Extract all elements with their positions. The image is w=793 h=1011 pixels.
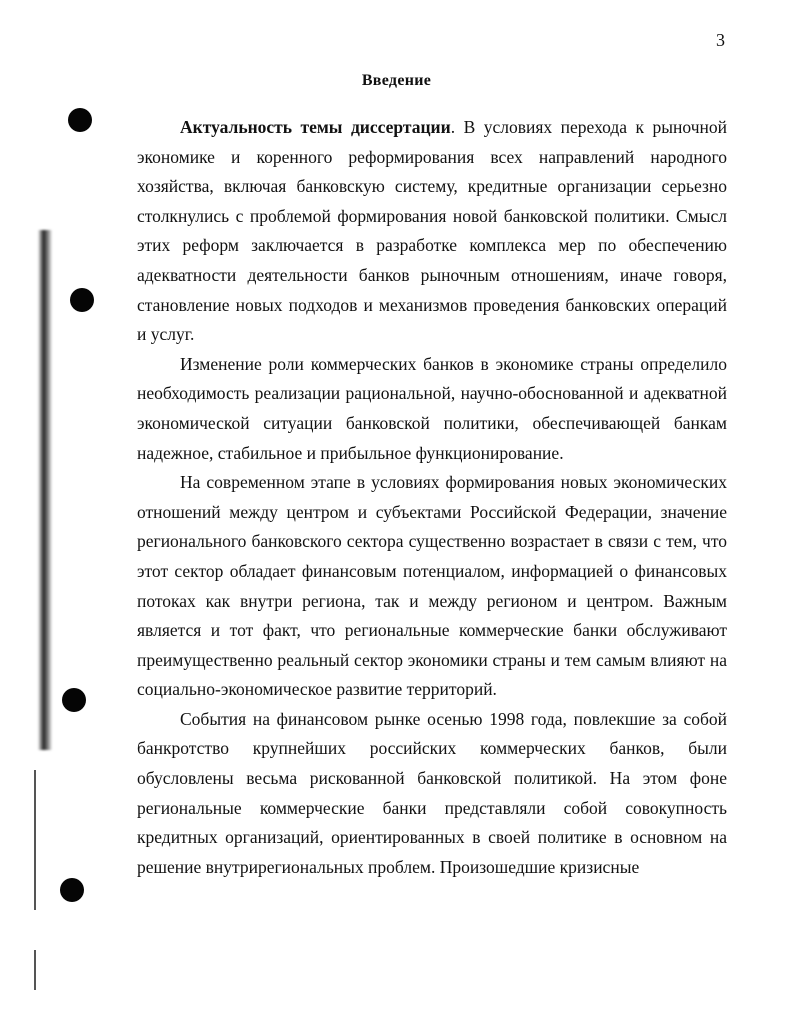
punch-hole bbox=[62, 688, 86, 712]
paragraph-lead: Актуальность темы диссертации bbox=[180, 117, 451, 137]
paragraph-3: На современном этапе в условиях формирования новых экономических отношений между центром и субъектами Российской Федерации, значение регионального банковского сектора существенно возрастает в связи с тем, что этот сектор обладает финансовым потенциалом, информацией о финансовых потоках как внутри региона, так и между регионом и центром. Важным является и тот факт, что региональные коммерческие банки обслуживают преимущественно реальный сектор экономики страны и тем самым влияют на социально-экономическое развитие территорий. bbox=[137, 472, 727, 700]
page-title: Введение bbox=[361, 72, 432, 89]
document-body bbox=[137, 113, 727, 882]
page-number: 3 bbox=[716, 30, 725, 50]
paragraph-1 bbox=[137, 113, 727, 350]
punch-hole bbox=[70, 288, 94, 312]
paragraph-2: Изменение роли коммерческих банков в экономике страны определило необходимость реализации рациональной, научно-обоснованной и адекватной экономической ситуации банковской политики, обеспечивающей банкам надежное, стабильное и прибыльное функционирование. bbox=[137, 353, 727, 463]
scan-edge-line bbox=[34, 950, 36, 990]
paragraph-text: . В условиях перехода к рыночной экономике и коренного реформирования всех направлений народного хозяйства, включая банковскую систему, кредитные организации серьезно столкнулись с проблемой формирования новой банковской политики. Смысл этих реформ заключается в разработке комплекса мер по обеспечению адекватности деятельности банков рыночным отношениям, иначе говоря, становление новых подходов и механизмов проведения банковских операций и услуг. bbox=[137, 117, 727, 345]
paragraph-4: События на финансовом рынке осенью 1998 года, повлекшие за собой банкротство крупнейших российских коммерческих банков, были обусловлены весьма рискованной банковской политикой. На этом фоне региональные коммерческие банки представляли собой совокупность кредитных организаций, ориентированных в своей политике в основном на решение внутрирегиональных проблем. Произошедшие кризисные bbox=[137, 708, 727, 877]
punch-hole bbox=[60, 878, 84, 902]
punch-hole bbox=[68, 108, 92, 132]
scan-edge-shadow bbox=[38, 230, 52, 750]
scan-edge-line bbox=[34, 770, 36, 910]
